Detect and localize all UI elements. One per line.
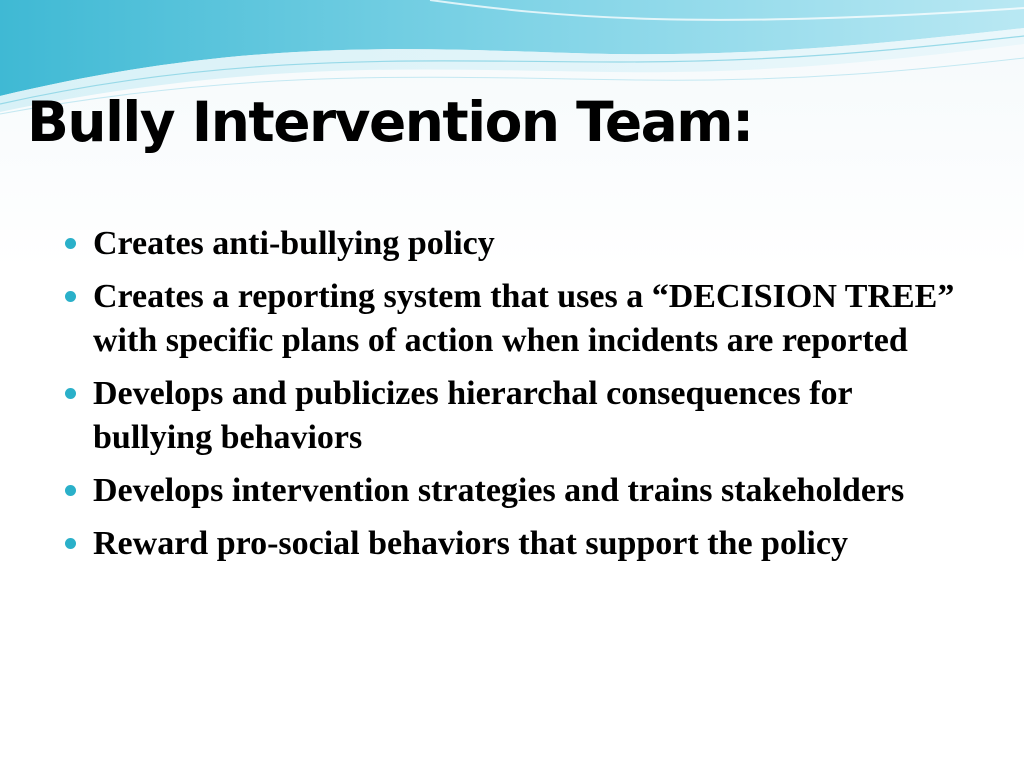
bullet-item (60, 222, 960, 266)
bullet-text: Develops intervention strategies and trains stakeholders (93, 472, 905, 509)
bullet-item (60, 469, 960, 513)
bullet-item (60, 522, 960, 566)
bullet-dot-icon (65, 238, 76, 249)
bullet-dot-icon (65, 485, 76, 496)
bullet-text: Reward pro-social behaviors that support the policy (93, 525, 848, 562)
bullet-list (60, 222, 960, 575)
bullet-item (60, 372, 960, 460)
bullet-item (60, 275, 960, 363)
bullet-text: Develops and publicizes hierarchal consequences for bullying behaviors (93, 375, 853, 456)
bullet-dot-icon (65, 538, 76, 549)
bullet-text: Creates anti-bullying policy (93, 225, 495, 262)
slide-title: Bully Intervention Team: (27, 90, 753, 154)
bullet-dot-icon (65, 388, 76, 399)
bullet-text: Creates a reporting system that uses a “DECISION TREE” with specific plans of action when incidents are reported (93, 278, 955, 359)
bullet-dot-icon (65, 291, 76, 302)
